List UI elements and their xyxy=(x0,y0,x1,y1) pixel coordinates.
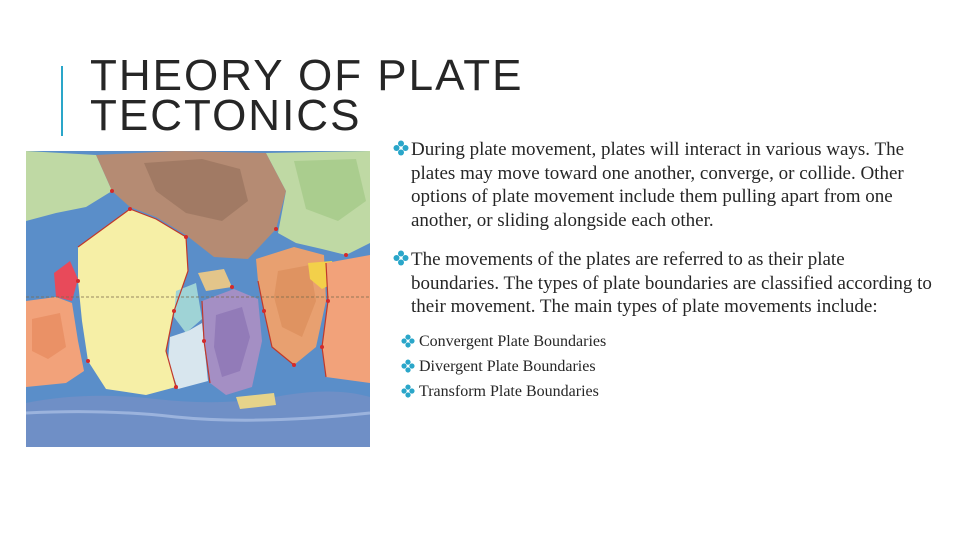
diamond-bullet-icon xyxy=(393,250,409,266)
bullet-item xyxy=(393,248,933,319)
indian-plate xyxy=(322,255,370,383)
diamond-bullet-icon xyxy=(401,384,415,398)
sub-bullet-item xyxy=(401,354,933,379)
tectonic-plates-map-image xyxy=(26,151,370,447)
sub-bullet-item xyxy=(401,379,933,404)
title-line-1: THEORY OF PLATE xyxy=(90,51,524,100)
sub-bullet-text: Convergent Plate Boundaries xyxy=(419,332,607,350)
sub-bullet-item xyxy=(401,329,933,354)
diamond-bullet-icon xyxy=(401,359,415,373)
diamond-bullet-icon xyxy=(393,140,409,156)
slide-title xyxy=(90,51,524,140)
bullet-list xyxy=(393,138,933,404)
sub-bullet-text: Transform Plate Boundaries xyxy=(419,382,599,400)
title-line-2: TECTONICS xyxy=(90,91,362,140)
title-accent-bar xyxy=(61,66,63,136)
diamond-bullet-icon xyxy=(401,334,415,348)
tectonic-plates-map xyxy=(26,151,370,447)
sub-bullet-list xyxy=(393,329,933,404)
sub-bullet-text: Divergent Plate Boundaries xyxy=(419,357,596,375)
bullet-text: During plate movement, plates will interact in various ways. The plates may move toward one another, converge, or collide. Other options of plate movement include them pulling apart from one another, or sliding alongside each other. xyxy=(411,139,904,231)
bullet-text: The movements of the plates are referred to as their plate boundaries. The types of plate boundaries are classified according to their movement. The main types of plate movements include: xyxy=(411,249,932,317)
bullet-item xyxy=(393,138,933,232)
